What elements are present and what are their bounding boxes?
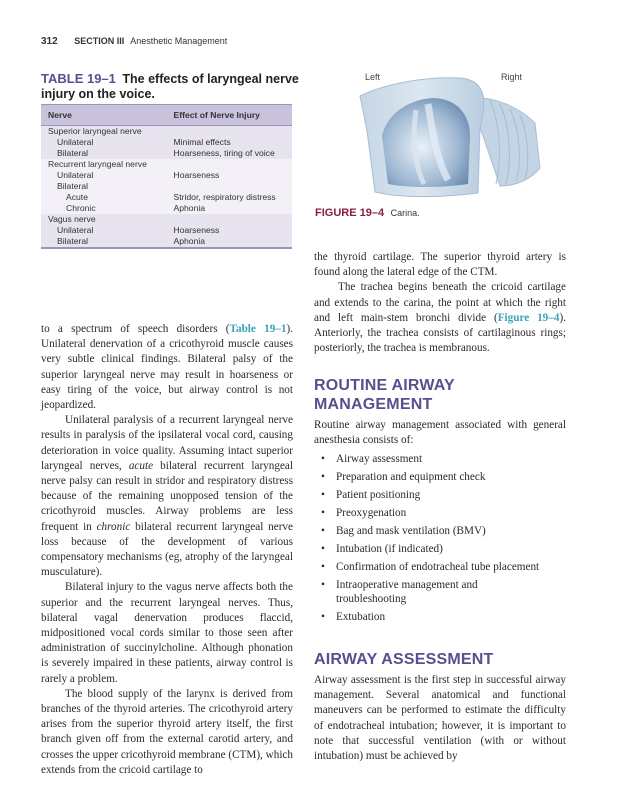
carina-figure: [320, 68, 588, 208]
list-item: • Intubation (if indicated): [318, 542, 568, 556]
assessment-body: [314, 673, 566, 764]
paragraph: [41, 413, 293, 580]
list-item: • Preparation and equipment check: [318, 470, 568, 484]
row-effect: Aphonia: [173, 203, 206, 213]
text: bilateral recurrent laryngeal nerve palsy can result in stridor and respiratory distress because of the remaining unopposed tension of the cricothyroid muscles. Airway problems are less frequent in: [41, 459, 294, 533]
text: ). Anteriorly, the trachea consists of cartilaginous rings; posteriorly, the trachea is membranous.: [314, 311, 566, 355]
paragraph: [314, 280, 566, 356]
text: Unilateral paralysis of a recurrent laryngeal nerve results in paralysis of the ipsilateral vocal cord, causing deterioration in voice quality. Assuming intact superior laryngeal nerves,: [41, 414, 293, 472]
figure-number: FIGURE 19–4: [315, 207, 385, 219]
table-reference-link[interactable]: Table 19–1: [229, 323, 287, 335]
row-label: Bilateral: [57, 181, 89, 191]
row-effect: Minimal effects: [173, 137, 231, 147]
row-effect: Hoarseness: [173, 225, 220, 235]
table-caption: The effects of laryngeal nerve injury on the voice.: [41, 72, 299, 101]
row-effect: Hoarseness, tiring of voice: [173, 148, 275, 158]
list-item: • Bag and mask ventilation (BMV): [318, 524, 568, 538]
header-nerve: Nerve: [41, 105, 167, 126]
section-title: Anesthetic Management: [130, 36, 228, 46]
table-number: TABLE 19–1: [41, 71, 116, 86]
laryngeal-nerve-table: [41, 104, 292, 249]
text: bilateral recurrent laryngeal nerve loss because of the development of various compensatory mechanisms (eg, atrophy of the laryngeal musculature).: [41, 520, 293, 579]
list-item: • Extubation: [318, 610, 568, 624]
row-label: Unilateral: [57, 225, 94, 235]
paragraph: The blood supply of the larynx is derived from branches of the thyroid arteries. The cricothyroid artery arises from the superior thyroid artery itself, the first branch given off from the external carotid artery, and crosses the upper cricothyroid membrane (CTM), which extends from the cricoid cartilage to: [41, 687, 293, 776]
row-label: Bilateral: [57, 148, 89, 158]
section-label: SECTION III: [74, 36, 125, 46]
list-item: • Confirmation of endotracheal tube placement: [318, 560, 568, 574]
table-row-recurrent: [41, 159, 292, 214]
section-heading-routine-airway: [314, 376, 455, 414]
figure-caption: [315, 207, 420, 219]
list-item: • Patient positioning: [318, 488, 568, 502]
row-effect: Aphonia: [173, 236, 206, 246]
section-heading-airway-assessment: AIRWAY ASSESSMENT: [314, 651, 494, 668]
row-label: Acute: [66, 192, 88, 202]
row-label: Unilateral: [57, 170, 94, 180]
emphasis: chronic: [96, 520, 131, 533]
row-effect: Stridor, respiratory distress: [173, 192, 276, 202]
text: to a spectrum of speech disorders (: [41, 323, 230, 335]
nerve-name: Vagus nerve: [48, 214, 96, 224]
right-column-body: [314, 250, 566, 356]
left-column-body: [41, 322, 293, 778]
list-item: • Intraoperative management and troubleshooting: [318, 578, 506, 606]
heading-line: MANAGEMENT: [314, 396, 433, 413]
figure-caption-text: Carina.: [390, 208, 420, 218]
heading-line: ROUTINE AIRWAY: [314, 377, 455, 394]
routine-airway-list: [318, 452, 568, 628]
row-effect: [174, 181, 286, 192]
paragraph: Bilateral injury to the vagus nerve affects both the superior and the recurrent laryngeal nerves. Thus, bilateral vagal denervation produces flaccid, midpositioned vocal cords similar to those seen after administration of succinylcholine. Although phonation is severely impaired in these patients, airway control is rarely a problem.: [41, 581, 293, 685]
list-item: • Preoxygenation: [318, 506, 568, 520]
paragraph: Airway assessment is the first step in successful airway management. Several anatomical and functional maneuvers can be performed to estimate the difficulty of endotracheal intubation; however, it is important to note that successful ventilation (with or without intubation) must be achieved by: [314, 674, 566, 763]
carina-illustration-icon: [320, 68, 588, 208]
text: ). Unilateral denervation of a cricothyroid muscle causes very subtle clinical findings. Bilateral palsy of the superior laryngeal nerve may result in hoarseness or easy tiring of the voice, but airway control is not jeopardized.: [41, 323, 294, 412]
figure-label-right: Right: [501, 72, 523, 82]
table-header-row: [41, 105, 292, 126]
nerve-name: Superior laryngeal nerve: [48, 126, 142, 136]
page-number: 312: [41, 36, 58, 47]
row-label: Unilateral: [57, 137, 94, 147]
emphasis: acute: [128, 459, 154, 472]
header-effect: Effect of Nerve Injury: [167, 105, 293, 126]
text: The trachea begins beneath the cricoid cartilage and extends to the carina, the point at which the right and left main-stem bronchi divide (: [314, 281, 566, 324]
paragraph: [41, 322, 293, 413]
figure-label-left: Left: [365, 72, 381, 82]
table-title: [41, 71, 299, 102]
row-label: Bilateral: [57, 236, 89, 246]
nerve-name: Recurrent laryngeal nerve: [48, 159, 147, 169]
list-item: • Airway assessment: [318, 452, 568, 466]
routine-intro: Routine airway management associated with general anesthesia consists of:: [314, 419, 566, 447]
table-row-vagus: [41, 214, 292, 248]
paragraph: the thyroid cartilage. The superior thyroid artery is found along the lateral edge of the CTM.: [314, 251, 566, 279]
table-row-superior: [41, 126, 292, 160]
running-head: [41, 36, 227, 47]
figure-reference-link[interactable]: Figure 19–4: [497, 311, 560, 324]
row-effect: Hoarseness: [173, 170, 220, 180]
row-label: Chronic: [66, 203, 96, 213]
